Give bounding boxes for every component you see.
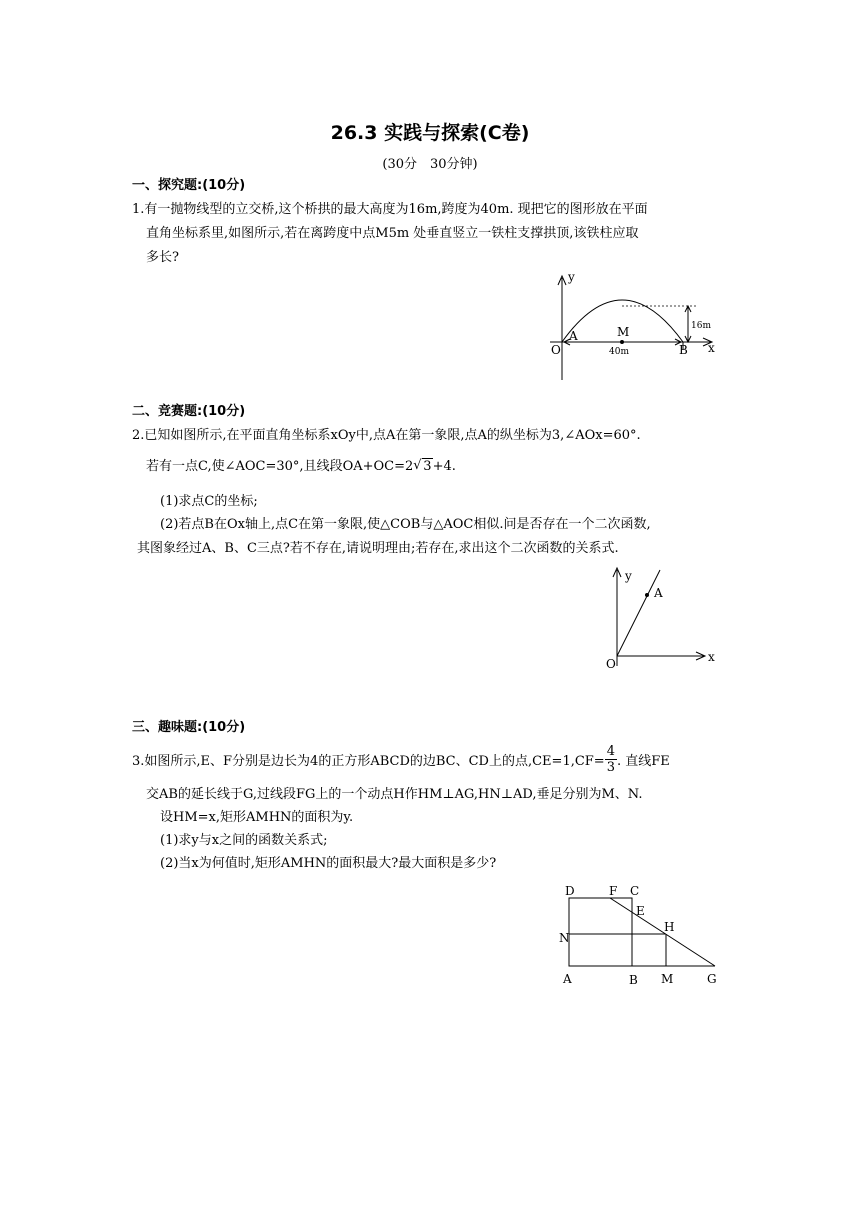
q2-part2-line1: (2)若点B在Ox轴上,点C在第一象限,使△COB与△AOC相似.问是否存在一个二次函数, (160, 517, 651, 532)
label-x: x (708, 341, 715, 355)
q2-line2-text: 若有一点C,使∠AOC=30°,且线段OA+OC=2 (146, 459, 414, 474)
label-b: B (679, 343, 688, 357)
q3-line3: 设HM=x,矩形AMHN的面积为y. (160, 810, 354, 825)
point-a (645, 593, 649, 597)
q2-part2-line2: 其图象经过A、B、C三点?若不存在,请说明理由;若存在,求出这个二次函数的关系式. (137, 541, 619, 556)
q3-line2: 交AB的延长线于G,过线段FG上的一个动点H作HM⊥AG,HN⊥AD,垂足分别为M、N. (146, 787, 643, 802)
label-d: D (565, 884, 575, 898)
q1-line1: 1.有一抛物线型的立交桥,这个桥拱的最大高度为16m,跨度为40m. 现把它的图形放在平面 (132, 202, 648, 217)
label-width: 40m (609, 347, 629, 357)
sqrt-symbol (413, 459, 432, 474)
q2-line2 (146, 455, 456, 474)
q3-part2: (2)当x为何值时,矩形AMHN的面积最大?最大面积是多少? (160, 856, 497, 871)
sqrt-radicand: 3 (423, 459, 432, 474)
label-m: M (617, 325, 630, 339)
label-y-2: y (625, 569, 632, 583)
label-e: E (636, 904, 645, 918)
page-subtitle: (30分 30分钟) (382, 157, 478, 172)
section3-heading: 三、趣味题:(10分) (132, 720, 246, 735)
section2-heading: 二、竞赛题:(10分) (132, 404, 246, 419)
point-m (620, 340, 624, 344)
line-fg (610, 898, 715, 966)
label-m-3: M (661, 972, 674, 986)
angle-figure (595, 562, 725, 672)
label-y: y (568, 270, 575, 284)
fraction-cf (605, 744, 617, 775)
label-h: H (664, 920, 675, 934)
square-figure (555, 880, 730, 992)
label-a-3: A (563, 972, 572, 986)
label-a-2: A (654, 586, 663, 600)
label-height: 16m (691, 321, 711, 331)
label-a: A (569, 329, 578, 343)
label-f: F (609, 884, 618, 898)
label-n: N (559, 931, 570, 945)
q2-part1: (1)求点C的坐标; (160, 494, 258, 509)
q1-line2: 直角坐标系里,如图所示,若在离跨度中点M5m 处垂直竖立一铁柱支撑拱顶,该铁柱应取 (146, 226, 639, 241)
q1-line3: 多长? (146, 250, 179, 265)
q2-line2-end: +4. (432, 459, 456, 474)
q3-line1-end: . 直线FE (617, 753, 670, 769)
label-c: C (630, 884, 640, 898)
section1-heading: 一、探究题:(10分) (132, 178, 246, 193)
square-abcd (569, 898, 632, 966)
ray-oa (617, 570, 660, 656)
q3-part1: (1)求y与x之间的函数关系式; (160, 833, 328, 848)
fraction-numerator: 4 (606, 743, 615, 759)
label-b-3: B (629, 973, 638, 987)
fraction-denominator: 3 (606, 759, 615, 775)
q3-line1 (132, 739, 670, 779)
label-o: O (551, 343, 561, 357)
bridge-figure (540, 270, 730, 385)
label-x-2: x (708, 650, 715, 664)
label-g: G (707, 972, 717, 986)
q3-line1-text: 3.如图所示,E、F分别是边长为4的正方形ABCD的边BC、CD上的点,CE=1,CF= (132, 753, 605, 769)
label-o-2: O (606, 657, 616, 671)
page-title: 26.3 实践与探索(C卷) (330, 122, 530, 144)
q2-line1: 2.已知如图所示,在平面直角坐标系xOy中,点A在第一象限,点A的纵坐标为3,∠AOx=60°. (132, 428, 641, 443)
